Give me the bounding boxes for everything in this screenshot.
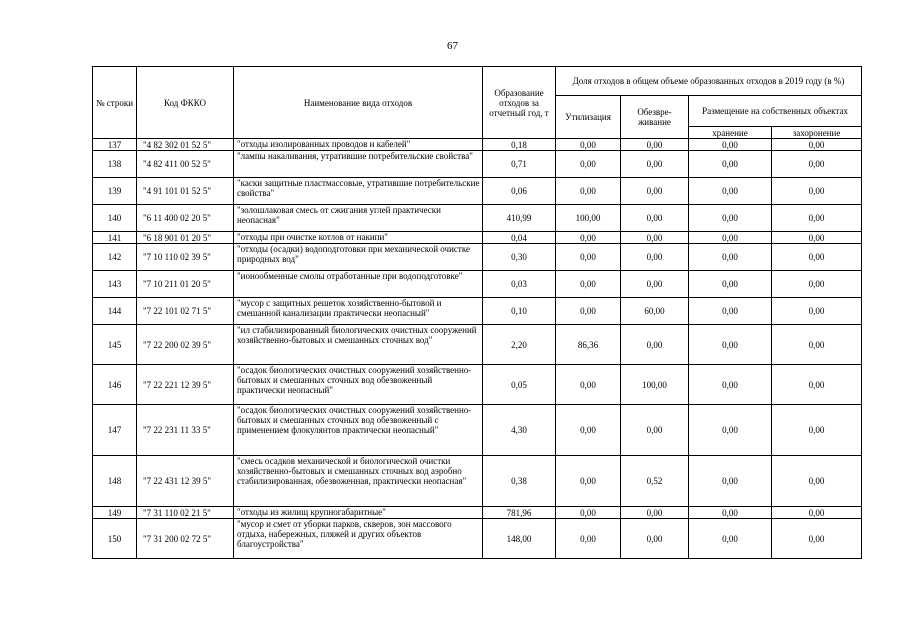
storage-cell: 0,00	[689, 298, 772, 325]
row-number-cell: 141	[93, 232, 137, 244]
formed-amount-cell: 0,03	[483, 271, 556, 298]
storage-cell: 0,00	[689, 205, 772, 232]
row-number-cell: 148	[93, 456, 137, 507]
storage-cell: 0,00	[689, 507, 772, 519]
waste-name-cell: "осадок биологических очистных сооружений хозяйственно-бытовых и смешанных сточных вод обезвоженный практически неопасный"	[234, 365, 483, 405]
storage-cell: 0,00	[689, 405, 772, 456]
fkko-code-cell: "6 11 400 02 20 5"	[137, 205, 234, 232]
row-number-cell: 140	[93, 205, 137, 232]
row-number-cell: 146	[93, 365, 137, 405]
row-number-cell: 150	[93, 519, 137, 559]
formed-amount-cell: 0,06	[483, 178, 556, 205]
neutralization-cell: 0,00	[621, 139, 689, 151]
neutralization-cell: 0,00	[621, 232, 689, 244]
burial-cell: 0,00	[772, 298, 862, 325]
burial-cell: 0,00	[772, 507, 862, 519]
fkko-code-cell: "4 91 101 01 52 5"	[137, 178, 234, 205]
utilization-cell: 0,00	[556, 298, 621, 325]
row-number-cell: 149	[93, 507, 137, 519]
utilization-cell: 0,00	[556, 151, 621, 178]
table-row	[93, 456, 862, 507]
utilization-cell: 0,00	[556, 232, 621, 244]
formed-amount-cell: 781,96	[483, 507, 556, 519]
table-body	[93, 139, 862, 559]
waste-name-cell: "каски защитные пластмассовые, утратившие потребительские свойства"	[234, 178, 483, 205]
waste-name-cell: "ил стабилизированный биологических очистных сооружений хозяйственно-бытовых и смешанных сточных вод"	[234, 325, 483, 365]
burial-cell: 0,00	[772, 139, 862, 151]
utilization-cell: 0,00	[556, 139, 621, 151]
neutralization-cell: 0,00	[621, 178, 689, 205]
storage-cell: 0,00	[689, 325, 772, 365]
waste-name-cell: "мусор с защитных решеток хозяйственно-бытовой и смешанной канализации практически неопасный"	[234, 298, 483, 325]
table-row	[93, 271, 862, 298]
neutralization-cell: 0,00	[621, 205, 689, 232]
fkko-code-cell: "7 10 211 01 20 5"	[137, 271, 234, 298]
burial-cell: 0,00	[772, 519, 862, 559]
row-number-cell: 137	[93, 139, 137, 151]
waste-name-cell: "мусор и смет от уборки парков, скверов, зон массового отдыха, набережных, пляжей и других объектов благоустройства"	[234, 519, 483, 559]
storage-cell: 0,00	[689, 271, 772, 298]
header-placement: Размещение на собственных объектах	[689, 96, 862, 127]
neutralization-cell: 0,00	[621, 405, 689, 456]
header-neutralization: Обезвре-живание	[621, 96, 689, 139]
table-row	[93, 519, 862, 559]
fkko-code-cell: "7 22 431 12 39 5"	[137, 456, 234, 507]
table-row	[93, 205, 862, 232]
header-utilization: Утилизация	[556, 96, 621, 139]
formed-amount-cell: 2,20	[483, 325, 556, 365]
burial-cell: 0,00	[772, 205, 862, 232]
burial-cell: 0,00	[772, 244, 862, 271]
neutralization-cell: 0,00	[621, 151, 689, 178]
storage-cell: 0,00	[689, 232, 772, 244]
burial-cell: 0,00	[772, 405, 862, 456]
header-burial: захоронение	[772, 127, 862, 139]
burial-cell: 0,00	[772, 232, 862, 244]
waste-name-cell: "отходы из жилищ крупногабаритные"	[234, 507, 483, 519]
table-row	[93, 325, 862, 365]
header-name: Наименование вида отходов	[234, 67, 483, 139]
utilization-cell: 0,00	[556, 456, 621, 507]
formed-amount-cell: 0,10	[483, 298, 556, 325]
storage-cell: 0,00	[689, 519, 772, 559]
fkko-code-cell: "6 18 901 01 20 5"	[137, 232, 234, 244]
fkko-code-cell: "7 10 110 02 39 5"	[137, 244, 234, 271]
formed-amount-cell: 0,04	[483, 232, 556, 244]
fkko-code-cell: "7 31 200 02 72 5"	[137, 519, 234, 559]
table-row	[93, 405, 862, 456]
waste-name-cell: "отходы (осадки) водоподготовки при механической очистке природных вод"	[234, 244, 483, 271]
fkko-code-cell: "7 22 231 11 33 5"	[137, 405, 234, 456]
header-row-no: № строки	[93, 67, 137, 139]
formed-amount-cell: 0,05	[483, 365, 556, 405]
table-row	[93, 365, 862, 405]
waste-name-cell: "ионообменные смолы отработанные при водоподготовке"	[234, 271, 483, 298]
formed-amount-cell: 0,38	[483, 456, 556, 507]
burial-cell: 0,00	[772, 456, 862, 507]
table-row	[93, 151, 862, 178]
waste-table	[92, 66, 862, 559]
waste-name-cell: "золошлаковая смесь от сжигания углей практически неопасная"	[234, 205, 483, 232]
burial-cell: 0,00	[772, 325, 862, 365]
storage-cell: 0,00	[689, 456, 772, 507]
row-number-cell: 144	[93, 298, 137, 325]
row-number-cell: 139	[93, 178, 137, 205]
neutralization-cell: 0,00	[621, 519, 689, 559]
burial-cell: 0,00	[772, 178, 862, 205]
header-code: Код ФККО	[137, 67, 234, 139]
utilization-cell: 0,00	[556, 178, 621, 205]
utilization-cell: 0,00	[556, 271, 621, 298]
neutralization-cell: 0,00	[621, 244, 689, 271]
formed-amount-cell: 4,30	[483, 405, 556, 456]
fkko-code-cell: "7 22 101 02 71 5"	[137, 298, 234, 325]
table-row	[93, 298, 862, 325]
page-number: 67	[447, 40, 458, 52]
neutralization-cell: 0,00	[621, 325, 689, 365]
neutralization-cell: 0,00	[621, 507, 689, 519]
neutralization-cell: 0,52	[621, 456, 689, 507]
table-row	[93, 178, 862, 205]
burial-cell: 0,00	[772, 365, 862, 405]
utilization-cell: 0,00	[556, 405, 621, 456]
burial-cell: 0,00	[772, 151, 862, 178]
waste-name-cell: "отходы при очистке котлов от накипи"	[234, 232, 483, 244]
row-number-cell: 145	[93, 325, 137, 365]
burial-cell: 0,00	[772, 271, 862, 298]
fkko-code-cell: "7 31 110 02 21 5"	[137, 507, 234, 519]
storage-cell: 0,00	[689, 365, 772, 405]
fkko-code-cell: "4 82 302 01 52 5"	[137, 139, 234, 151]
formed-amount-cell: 0,30	[483, 244, 556, 271]
header-formed: Образование отходов за отчетный год, т	[483, 67, 556, 139]
fkko-code-cell: "4 82 411 00 52 5"	[137, 151, 234, 178]
utilization-cell: 100,00	[556, 205, 621, 232]
waste-name-cell: "смесь осадков механической и биологической очистки хозяйственно-бытовых и смешанных сточных вод аэробно стабилизированная, обезвоженная, практически неопасная"	[234, 456, 483, 507]
table-row	[93, 232, 862, 244]
table-row	[93, 244, 862, 271]
table-row	[93, 507, 862, 519]
formed-amount-cell: 410,99	[483, 205, 556, 232]
row-number-cell: 142	[93, 244, 137, 271]
storage-cell: 0,00	[689, 139, 772, 151]
table-row	[93, 139, 862, 151]
row-number-cell: 143	[93, 271, 137, 298]
fkko-code-cell: "7 22 221 12 39 5"	[137, 365, 234, 405]
storage-cell: 0,00	[689, 178, 772, 205]
neutralization-cell: 0,00	[621, 271, 689, 298]
formed-amount-cell: 0,18	[483, 139, 556, 151]
utilization-cell: 0,00	[556, 365, 621, 405]
storage-cell: 0,00	[689, 244, 772, 271]
waste-name-cell: "отходы изолированных проводов и кабелей"	[234, 139, 483, 151]
utilization-cell: 0,00	[556, 507, 621, 519]
row-number-cell: 147	[93, 405, 137, 456]
fkko-code-cell: "7 22 200 02 39 5"	[137, 325, 234, 365]
formed-amount-cell: 0,71	[483, 151, 556, 178]
storage-cell: 0,00	[689, 151, 772, 178]
neutralization-cell: 100,00	[621, 365, 689, 405]
formed-amount-cell: 148,00	[483, 519, 556, 559]
utilization-cell: 0,00	[556, 519, 621, 559]
row-number-cell: 138	[93, 151, 137, 178]
header-share-group: Доля отходов в общем объеме образованных отходов в 2019 году (в %)	[556, 67, 862, 96]
waste-name-cell: "лампы накаливания, утратившие потребительские свойства"	[234, 151, 483, 178]
waste-name-cell: "осадок биологических очистных сооружений хозяйственно-бытовых и смешанных сточных вод обезвоженный с применением флокулянтов практически неопасный"	[234, 405, 483, 456]
header-storage: хранение	[689, 127, 772, 139]
utilization-cell: 86,36	[556, 325, 621, 365]
utilization-cell: 0,00	[556, 244, 621, 271]
neutralization-cell: 60,00	[621, 298, 689, 325]
